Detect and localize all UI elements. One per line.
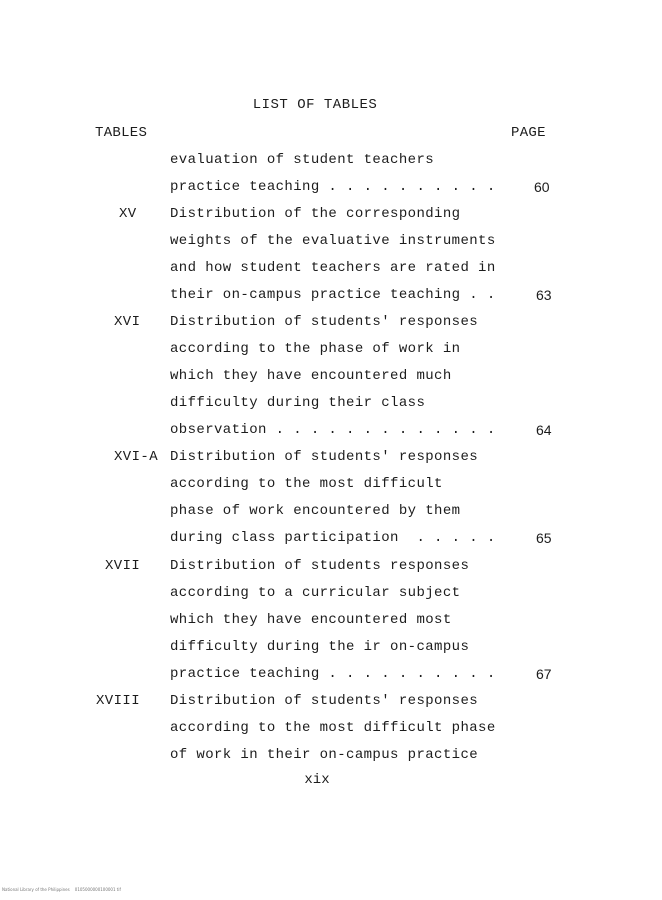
entry-line: according to the phase of work in	[170, 341, 461, 357]
entry-line: Distribution of students' responses	[170, 314, 479, 330]
entry-line: difficulty during their class	[170, 395, 426, 411]
entry-line: Distribution of the corresponding	[170, 206, 461, 222]
entry-page-number: 64	[536, 422, 552, 438]
entry-line: practice teaching . . . . . . . . . .	[170, 666, 496, 682]
entry-line: according to the most difficult phase	[170, 720, 496, 736]
entry-page-number: 60	[534, 179, 550, 195]
entry-line: Distribution of students' responses	[170, 449, 479, 465]
entry-line: evaluation of student teachers	[170, 152, 435, 168]
entry-line: difficulty during the ir on-campus	[170, 639, 470, 655]
entry-table-number: XVIII	[96, 693, 141, 709]
entry-line: their on-campus practice teaching . .	[170, 287, 496, 303]
page-heading: LIST OF TABLES	[252, 97, 378, 113]
entry-line: according to a curricular subject	[170, 585, 461, 601]
entry-page-number: 67	[536, 666, 552, 682]
entry-line: which they have encountered most	[170, 612, 452, 628]
entry-line: Distribution of students' responses	[170, 693, 479, 709]
entry-table-number: XVI-A	[114, 449, 159, 465]
page-column-header: PAGE	[511, 125, 546, 141]
entry-line: Distribution of students responses	[170, 558, 470, 574]
entry-line: according to the most difficult	[170, 476, 443, 492]
page-folio: xix	[304, 772, 330, 788]
entry-line: observation . . . . . . . . . . . . .	[170, 422, 496, 438]
entry-table-number: XVII	[105, 558, 141, 574]
entry-page-number: 63	[536, 287, 552, 303]
entry-line: and how student teachers are rated in	[170, 260, 496, 276]
entry-line: practice teaching . . . . . . . . . .	[170, 179, 496, 195]
entry-line: during class participation . . . . .	[170, 530, 496, 546]
entry-line: weights of the evaluative instruments	[170, 233, 496, 249]
entry-line: of work in their on-campus practice	[170, 747, 479, 763]
scan-footer: National Library of the Philippines 0105000000100001 tif	[2, 887, 121, 892]
entry-line: which they have encountered much	[170, 368, 452, 384]
tables-column-header: TABLES	[95, 125, 148, 141]
entry-page-number: 65	[536, 530, 552, 546]
entry-table-number: XVI	[114, 314, 141, 330]
entry-line: phase of work encountered by them	[170, 503, 461, 519]
entry-table-number: XV	[119, 206, 137, 222]
